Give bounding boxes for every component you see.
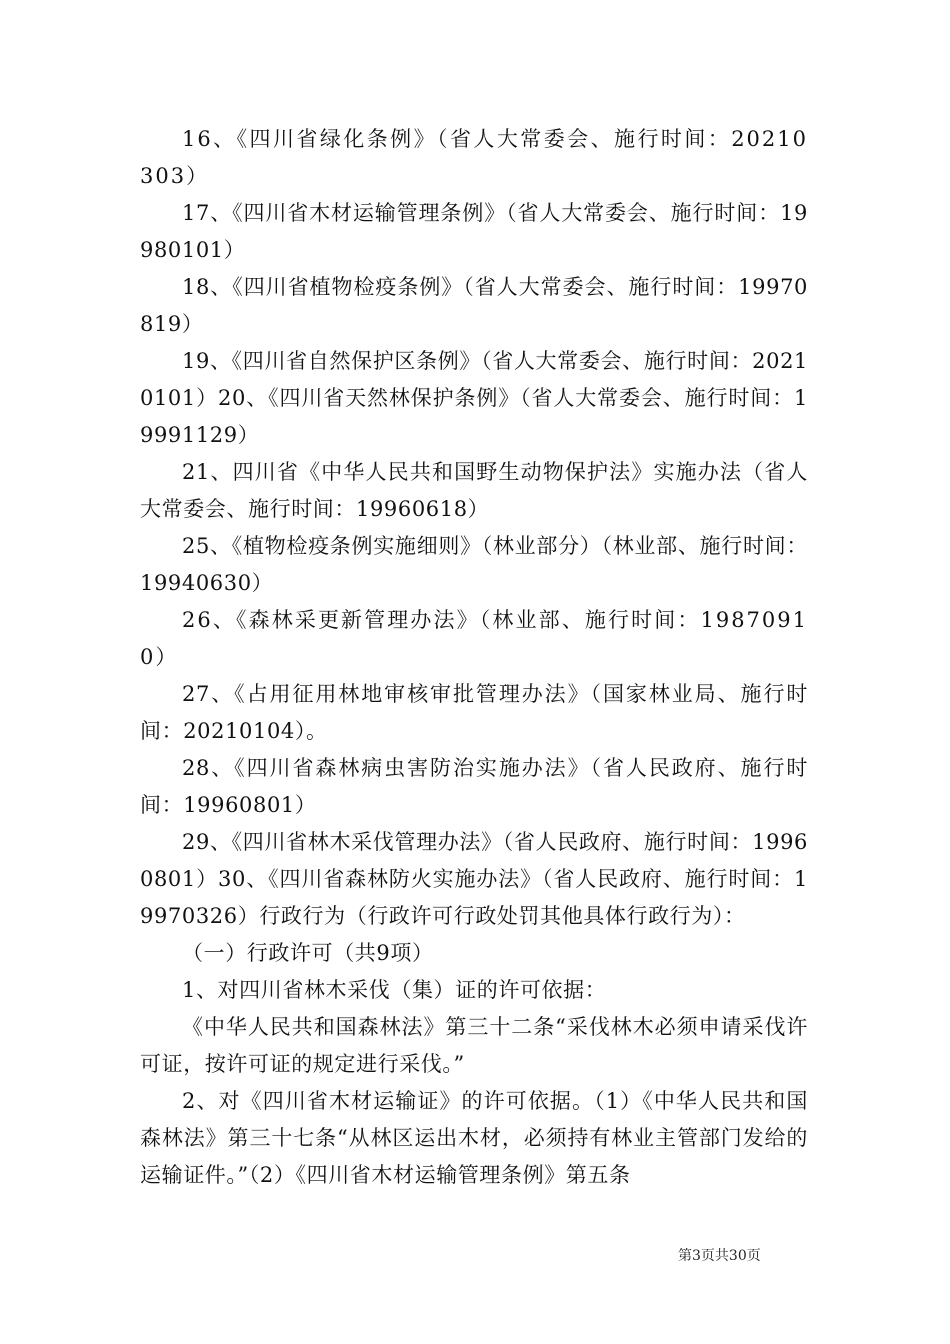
paragraph-item-2: 2、对《四川省木材运输证》的许可依据。（1）《中华人民共和国森林法》第三十七条“从林区运出木材，必须持有林业主管部门发给的运输证件。”（2）《四川省木材运输管理条例》第五条: [140, 1089, 808, 1187]
paragraph-21: 21、四川省《中华人民共和国野生动物保护法》实施办法（省人大常委会、施行时间：19960618）: [140, 460, 808, 521]
paragraph-26: 26、《森林采更新管理办法》（林业部、施行时间：19870910）: [140, 608, 808, 669]
section-heading-licensing: （一）行政许可（共9项）: [182, 941, 434, 965]
paragraph-18: 18、《四川省植物检疫条例》（省人大常委会、施行时间：19970819）: [140, 275, 808, 336]
paragraph-25: 25、《植物检疫条例实施细则》（林业部分）（林业部、施行时间：19940630）: [140, 534, 808, 595]
document-body: [140, 121, 808, 1194]
paragraph-16: 16、《四川省绿化条例》（省人大常委会、施行时间：20210303）: [140, 127, 808, 188]
paragraph-17: 17、《四川省木材运输管理条例》（省人大常委会、施行时间：19980101）: [140, 201, 808, 262]
paragraph-29-30: 29、《四川省林木采伐管理办法》（省人民政府、施行时间：19960801）30、《四川省森林防火实施办法》（省人民政府、施行时间：19970326）行政行为（行政许可行政处罚其他具体行政行为）：: [140, 830, 808, 928]
paragraph-item-1-basis: 《中华人民共和国森林法》第三十二条“采伐林木必须申请采伐许可证，按许可证的规定进行采伐。”: [140, 1015, 808, 1076]
page-number: 第3页共30页: [678, 1248, 761, 1264]
paragraph-item-1: 1、对四川省林木采伐（集）证的许可依据：: [182, 978, 607, 1002]
paragraph-27: 27、《占用征用林地审核审批管理办法》（国家林业局、施行时间：20210104）。: [140, 682, 808, 743]
paragraph-28: 28、《四川省森林病虫害防治实施办法》（省人民政府、施行时间：19960801）: [140, 756, 808, 817]
paragraph-19-20: 19、《四川省自然保护区条例》（省人大常委会、施行时间：20210101）20、《四川省天然林保护条例》（省人大常委会、施行时间：19991129）: [140, 349, 808, 447]
